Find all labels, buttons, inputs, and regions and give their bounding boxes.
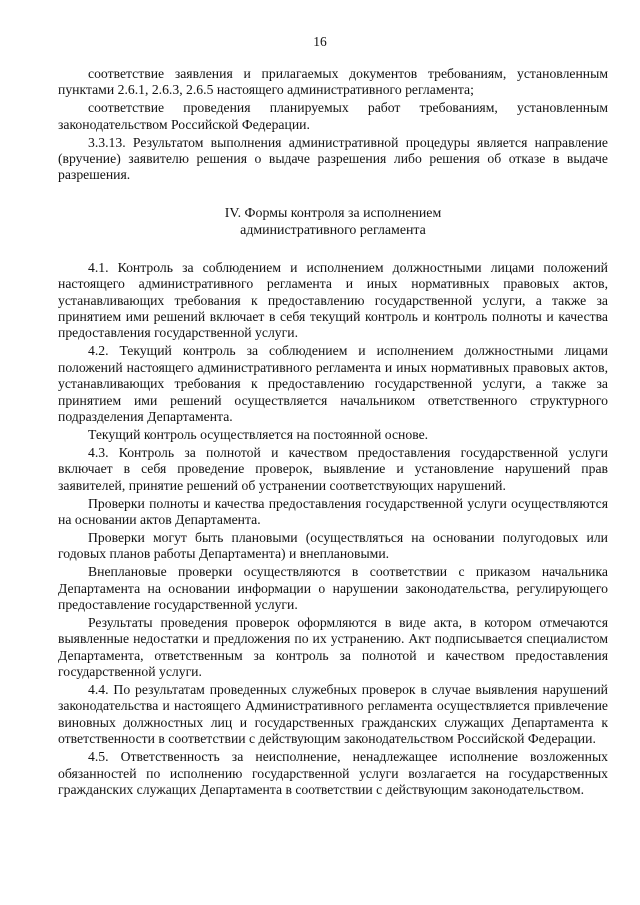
paragraph-4-1: 4.1. Контроль за соблюдением и исполнением должностными лицами положений настоящего административного регламента и иных нормативных правовых актов, устанавливающих требования к предоставлению государственной услуги, а также за принятием ими решений включает в себя текущий контроль и контроль полноты и качества предоставления государственной услуги.	[58, 259, 608, 341]
paragraph-inspection-results: Результаты проведения проверок оформляются в виде акта, в котором отмечаются выявленные недостатки и предложения по их устранению. Акт подписывается специалистом Департамента, ответственным за контроль за полнотой и качеством предоставления государственной услуги.	[58, 614, 608, 680]
paragraph-4-5: 4.5. Ответственность за неисполнение, ненадлежащее исполнение возложенных обязанностей по исполнению государственной услуги возлагается на государственных гражданских служащих Департамента в соответствии с действующим законодательством.	[58, 749, 608, 797]
paragraph-inspections-types: Проверки могут быть плановыми (осуществляться на основании полугодовых или годовых планов работы Департамента) и внеплановыми.	[58, 529, 608, 562]
paragraph-current-control: Текущий контроль осуществляется на постоянной основе.	[88, 426, 429, 442]
paragraph-3-3-13: 3.3.13. Результатом выполнения административной процедуры является направление (вручение) заявителю решения о выдаче разрешения либо решения об отказе в выдаче разрешения.	[58, 134, 608, 183]
paragraph-4-4: 4.4. По результатам проведенных служебных проверок в случае выявления нарушений законодательства и настоящего Административного регламента осуществляется привлечение виновных должностных лиц и государственных гражданских служащих Департамента к ответственности в соответствии с действующим законодательством Российской Федерации.	[58, 682, 608, 747]
section-heading-line-1: IV. Формы контроля за исполнением	[224, 205, 442, 221]
paragraph-inspections-basis: Проверки полноты и качества предоставления государственной услуги осуществляются на основании актов Департамента.	[58, 495, 608, 527]
section-heading	[58, 205, 608, 239]
document-body	[58, 66, 608, 798]
paragraph-requirement-works: соответствие проведения планируемых работ требованиям, установленным законодательством Российской Федерации.	[58, 100, 608, 132]
paragraph-requirement-documents: соответствие заявления и прилагаемых документов требованиям, установленным пунктами 2.6.1, 2.6.3, 2.6.5 настоящего административного регламента;	[58, 66, 608, 98]
paragraph-4-3: 4.3. Контроль за полнотой и качеством предоставления государственной услуги включает в себя проведение проверок, выявление и установление нарушений прав заявителей, принятие решений об устранении соответствующих нарушений.	[58, 444, 608, 493]
paragraph-4-2: 4.2. Текущий контроль за соблюдением и исполнением должностными лицами положений настоящего административного регламента и иных нормативных правовых актов, устанавливающих требования к предоставлению государственной услуги, а также за принятием ими решений осуществляется начальником ответственного структурного подразделения Департамента.	[58, 343, 608, 424]
page-number: 16	[313, 34, 327, 49]
section-heading-line-2: административного регламента	[240, 222, 426, 238]
paragraph-unscheduled-inspections: Внеплановые проверки осуществляются в соответствии с приказом начальника Департамента на основании информации о нарушении законодательства, регулирующего предоставление государственной услуги.	[58, 564, 608, 612]
